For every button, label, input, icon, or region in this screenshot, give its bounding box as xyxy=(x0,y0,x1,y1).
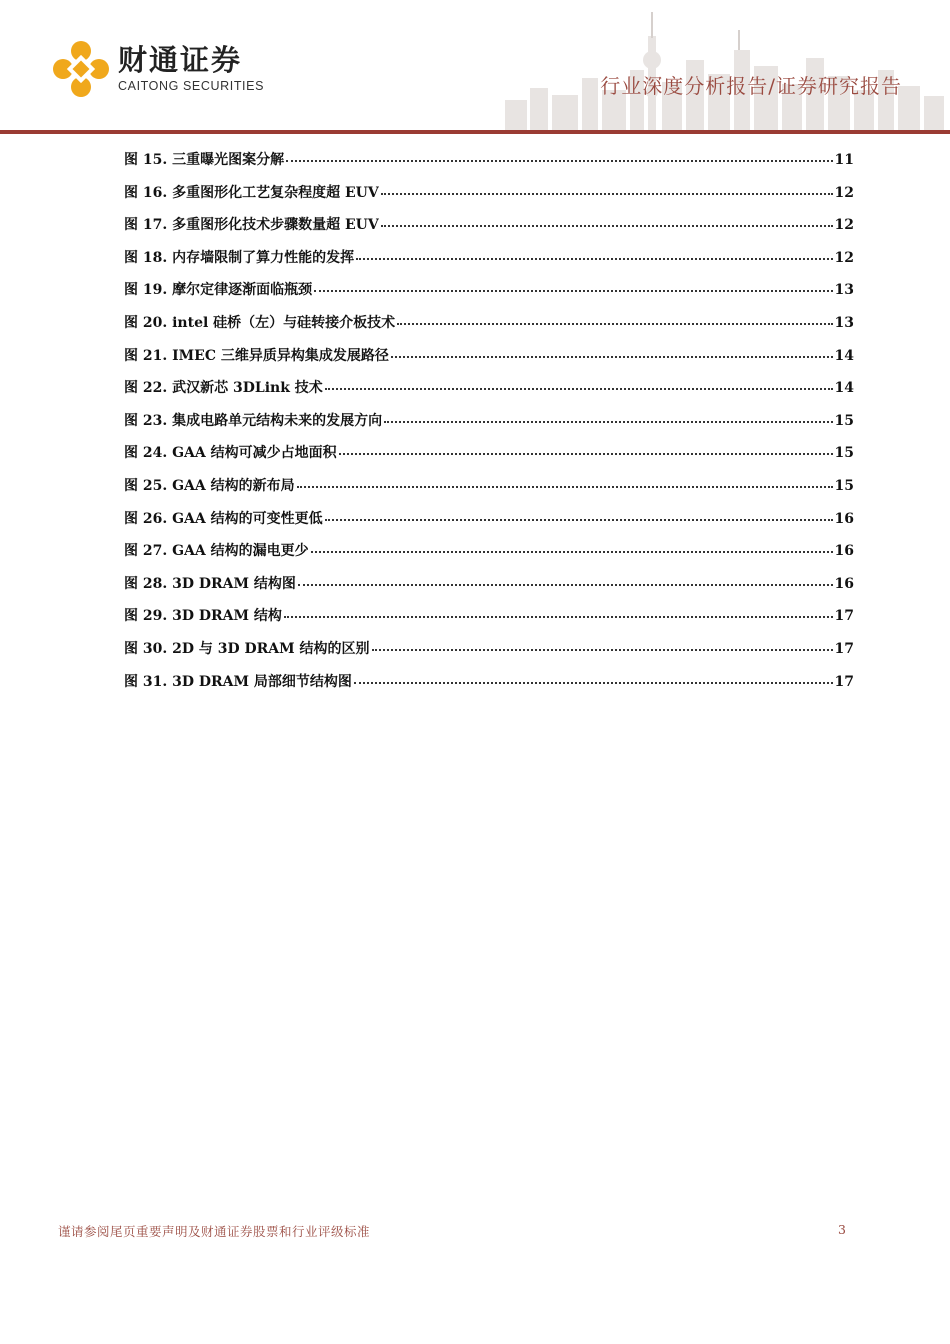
toc-dot-leader xyxy=(325,387,833,390)
page-number: 3 xyxy=(838,1222,846,1237)
toc-entry-page: 12 xyxy=(834,249,854,266)
toc-entry-page: 13 xyxy=(834,282,854,299)
toc-dot-leader xyxy=(356,257,832,260)
toc-entry[interactable] xyxy=(124,177,854,210)
toc-dot-leader xyxy=(384,420,832,423)
toc-entry-page: 16 xyxy=(834,510,854,527)
toc-entry-page: 16 xyxy=(834,575,854,592)
toc-dot-leader xyxy=(314,289,832,292)
footer-disclaimer: 谨请参阅尾页重要声明及财通证券股票和行业评级标准 xyxy=(58,1224,371,1239)
toc-entry-label: 图 24. GAA 结构可减少占地面积 xyxy=(124,445,337,462)
toc-dot-leader xyxy=(381,224,833,227)
toc-entry[interactable] xyxy=(124,666,854,699)
toc-dot-leader xyxy=(397,322,832,325)
toc-entry-label: 图 19. 摩尔定律逐渐面临瓶颈 xyxy=(124,282,313,299)
toc-entry[interactable] xyxy=(124,372,854,405)
toc-entry-page: 17 xyxy=(834,673,854,690)
toc-dot-leader xyxy=(381,192,833,195)
toc-entry-label: 图 21. IMEC 三维异质异构集成发展路径 xyxy=(124,347,389,364)
toc-entry-page: 12 xyxy=(834,184,854,201)
toc-entry-page: 15 xyxy=(834,445,854,462)
toc-entry-label: 图 22. 武汉新芯 3DLink 技术 xyxy=(124,380,323,397)
toc-entry-page: 17 xyxy=(834,640,854,657)
toc-entry[interactable] xyxy=(124,340,854,373)
toc-entry-page: 13 xyxy=(834,314,854,331)
toc-dot-leader xyxy=(298,583,833,586)
caitong-logo-icon xyxy=(52,40,110,98)
figure-table-of-contents xyxy=(124,144,854,698)
toc-entry-page: 17 xyxy=(834,608,854,625)
toc-dot-leader xyxy=(286,159,832,162)
toc-entry[interactable] xyxy=(124,503,854,536)
toc-entry-label: 图 29. 3D DRAM 结构 xyxy=(124,608,282,625)
toc-entry[interactable] xyxy=(124,633,854,666)
toc-entry-label: 图 28. 3D DRAM 结构图 xyxy=(124,575,296,592)
toc-entry-label: 图 18. 内存墙限制了算力性能的发挥 xyxy=(124,249,355,266)
toc-entry-label: 图 26. GAA 结构的可变性更低 xyxy=(124,510,323,527)
page-header xyxy=(0,0,950,140)
toc-entry-label: 图 17. 多重图形化技术步骤数量超 EUV xyxy=(124,217,379,234)
toc-entry[interactable] xyxy=(124,568,854,601)
toc-dot-leader xyxy=(372,648,833,651)
toc-entry[interactable] xyxy=(124,144,854,177)
toc-dot-leader xyxy=(297,485,833,488)
toc-entry-label: 图 27. GAA 结构的漏电更少 xyxy=(124,543,309,560)
toc-dot-leader xyxy=(311,550,833,553)
logo-chinese-name: 财通证券 xyxy=(118,43,243,77)
toc-entry-page: 14 xyxy=(834,347,854,364)
toc-entry-label: 图 31. 3D DRAM 局部细节结构图 xyxy=(124,673,352,690)
toc-entry-page: 11 xyxy=(834,152,854,168)
logo-english-name: CAITONG SECURITIES xyxy=(118,79,265,93)
toc-entry-label: 图 23. 集成电路单元结构未来的发展方向 xyxy=(124,412,383,429)
toc-entry[interactable] xyxy=(124,307,854,340)
toc-entry-label: 图 15. 三重曝光图案分解 xyxy=(124,152,285,168)
toc-entry-label: 图 25. GAA 结构的新布局 xyxy=(124,477,295,494)
toc-entry-label: 图 30. 2D 与 3D DRAM 结构的区别 xyxy=(124,640,370,657)
toc-entry[interactable] xyxy=(124,242,854,275)
toc-entry[interactable] xyxy=(124,535,854,568)
toc-entry[interactable] xyxy=(124,470,854,503)
header-divider xyxy=(0,130,950,134)
toc-dot-leader xyxy=(325,518,833,521)
toc-entry-label: 图 20. intel 硅桥（左）与硅转接介板技术 xyxy=(124,314,396,331)
toc-dot-leader xyxy=(339,452,833,455)
toc-dot-leader xyxy=(391,355,833,358)
toc-dot-leader xyxy=(284,615,833,618)
toc-dot-leader xyxy=(354,681,833,684)
toc-entry-page: 16 xyxy=(834,543,854,560)
toc-entry[interactable] xyxy=(124,600,854,633)
toc-entry[interactable] xyxy=(124,274,854,307)
toc-entry-page: 15 xyxy=(834,477,854,494)
toc-entry[interactable] xyxy=(124,437,854,470)
toc-entry-label: 图 16. 多重图形化工艺复杂程度超 EUV xyxy=(124,184,379,201)
report-type-label: 行业深度分析报告/证券研究报告 xyxy=(600,74,902,98)
company-logo xyxy=(52,40,264,98)
toc-entry-page: 12 xyxy=(834,217,854,234)
toc-entry[interactable] xyxy=(124,209,854,242)
toc-entry[interactable] xyxy=(124,405,854,438)
toc-entry-page: 15 xyxy=(834,412,854,429)
toc-entry-page: 14 xyxy=(834,380,854,397)
